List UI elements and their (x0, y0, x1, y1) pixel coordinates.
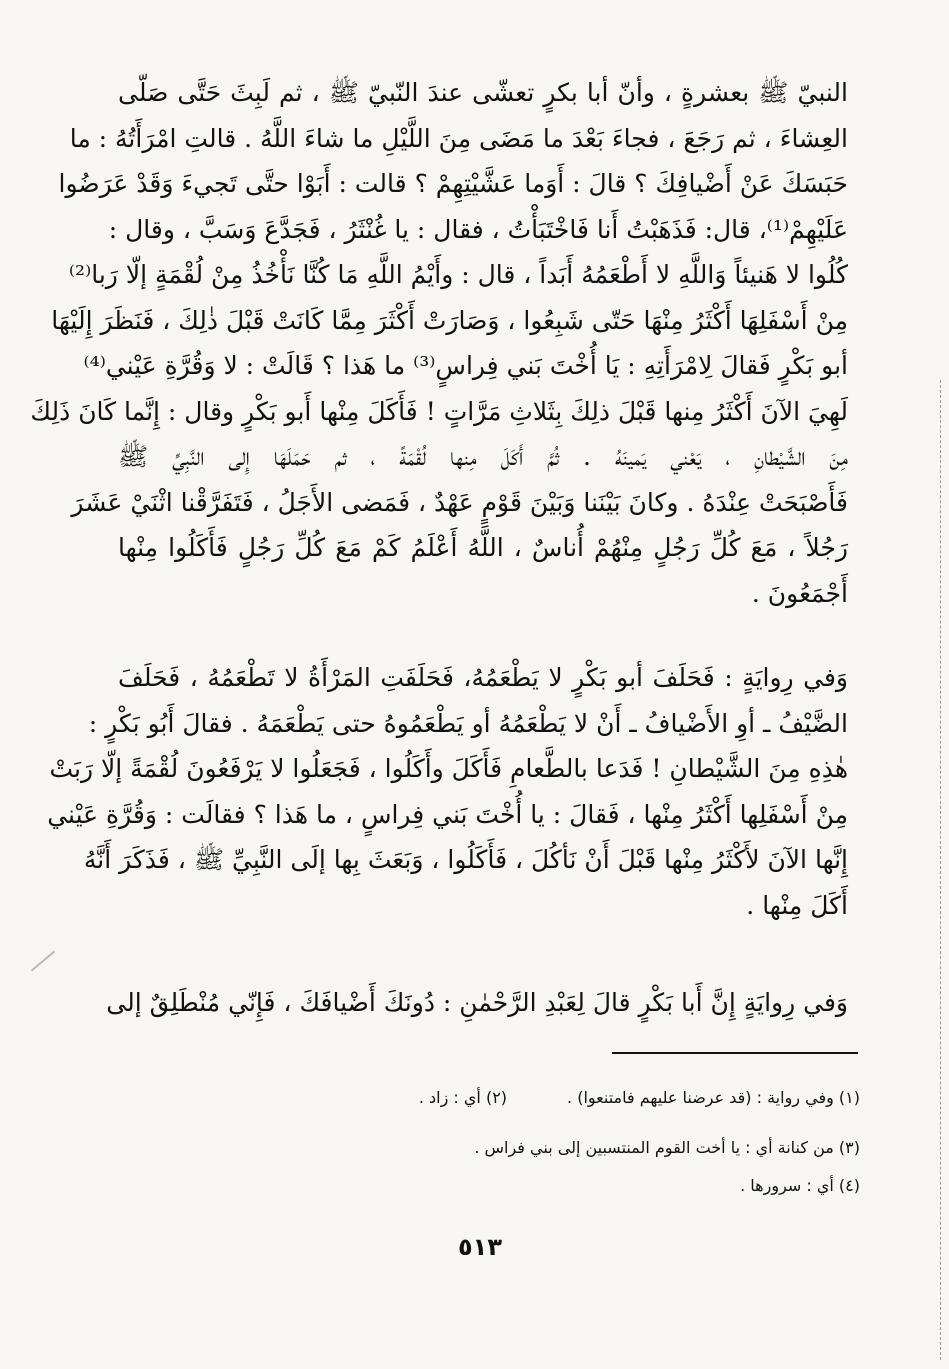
main-paragraph-3 (106, 980, 848, 1026)
text-line: إِنَّها الآنَ لأَكْثَرُ مِنْها قَبْلَ أَنْ نَأكُلَ ، فَأَكَلُوا ، وَبَعَثَ بِها إلَى النَّبِيِّ ﷺ ، فَذَكَرَ أَنَّهُ (83, 845, 848, 874)
text-line: عَلَيْهِمْ⁽¹⁾، قال: فَذَهَبْتُ أَنا فَاخْتَبَأْتُ ، فقال : يا غُنْثَرُ ، فَجَدَّعَ وَسَبَّ ، وقال : (108, 214, 848, 244)
main-paragraph-2 (47, 655, 848, 928)
text-line: وَفي رِوايَةٍ إِنَّ أَبا بَكْرٍ قالَ لِعَبْدِ الرَّحْمٰنِ : دُونَكَ أَضْيافَكَ ، فَإِنّي مُنْطَلِقٌ إلى (106, 988, 848, 1017)
text-line: مِنْ أَسْفَلِها أَكْثَرُ مِنْها ، فَقالَ : يا أُخْتَ بَني فِراسٍ ، ما هَذا ؟ فقالَت : وَقُرَّةِ عَيْني (47, 799, 848, 829)
text-line: هٰذِهِ مِنَ الشَّيْطانِ ! فَدَعا بالطَّعامِ فَأَكَلَ وأَكَلُوا ، فَجَعَلُوا لا يَرْفَعُونَ لُقْمَةً إلّا رَبَتْ (49, 754, 848, 783)
text-line: لَهِيَ الآنَ أَكْثَرُ مِنها قَبْلَ ذلِكَ بِثَلاثِ مَرَّاتٍ ! فَأَكَلَ مِنْها أَبو بَكْرٍ وقال : إِنَّما كَانَ ذَلِكَ (30, 396, 848, 426)
page-edge-mark (939, 380, 941, 1360)
text-line: مِنَ الشَّيْطانِ ، يَعْني يَمينَهُ . ثُمَّ أَكَلَ مِنها لُقْمَةً ، ثم حَمَلَهَا إِلى النَّبِيِّ ﷺ (118, 442, 848, 471)
text-line: فَأَصْبَحَتْ عِنْدَهُ . وكانَ بَيْنَنا وَبَيْنَ قَوْمٍ عَهْدٌ ، فَمَضى الأَجَلُ ، فَتَفَرَّقْنا اثْنَيْ عَشَرَ (71, 487, 848, 517)
text-line: العِشاءَ ، ثم رَجَعَ ، فجاءَ بَعْدَ ما مَضَى مِنَ اللَّيْلِ ما شاءَ اللَّهُ . قالتِ امْرَأَتُهُ : ما (69, 123, 848, 153)
scan-mark (31, 951, 55, 972)
text-line: رَجُلاً ، مَعَ كُلِّ رَجُلٍ مِنْهُمْ أُناسٌ ، اللَّهُ أَعْلَمُ كَمْ مَعَ كُلِّ رَجُلٍ فَأَكَلُوا مِنْها (118, 533, 848, 562)
text-line: أبو بَكْرٍ فَقالَ لِامْرَأَتِهِ : يَا أُخْتَ بَني فِراسٍ⁽³⁾ ما هَذا ؟ قَالَتْ : لا وَقُرَّةِ عَيْني⁽⁴⁾ (83, 351, 848, 380)
text-line: أَجْمَعُونَ . (751, 578, 848, 608)
text-line: أَكَلَ مِنْها . (746, 890, 848, 920)
text-line: الضَّيْفُ ـ أوِ الأَضْيافُ ـ أَنْ لا يَطْعَمُهُ أو يَطْعَمُوهُ حتى يَطْعَمَهُ . فقالَ أَبُو بَكْرٍ : (88, 708, 848, 738)
text-line: حَبَسَكَ عَنْ أَضْيافِكَ ؟ قالَ : أَوَما عَشَّيْتِهِمْ ؟ قالت : أَبَوْا حتَّى تَجيءَ وَقَدْ عَرَضُوا (58, 169, 848, 198)
text-line: كُلُوا لا هَنيئاً وَاللَّهِ لا أَطْعَمُهُ أَبَداً ، قال : وأَيْمُ اللَّهِ مَا كُنَّا نَأْخُذُ مِنْ لُقْمَةٍ إلّا رَبا⁽²⁾ (68, 260, 848, 289)
main-paragraph-1 (30, 70, 848, 616)
page-number: ٥١٣ (458, 1233, 502, 1261)
text-line: مِنْ أَسْفَلِهَا أَكْثَرُ مِنْهَا حَتّى شَبِعُوا ، وَصَارَتْ أَكْثَرَ مِمَّا كَانَتْ قَبْلَ ذٰلِكَ ، فَنَظَرَ إِلَيْهَا (51, 305, 848, 335)
footnote-1: (١) وفي رواية : (قد عرضنا عليهم فامتنعوا) . (567, 1088, 860, 1107)
footnote-separator (612, 1052, 858, 1054)
footnote-3: (٣) من كنانة أي : يا أخت القوم المنتسبين إلى بني فراس . (474, 1138, 860, 1157)
text-line: وَفي رِوايَةٍ : فَحَلَفَ أبو بَكْرٍ لا يَطْعَمُهُ، فَحَلَفَتِ المَرْأَةُ لا تَطْعَمُهُ ، فَحَلَفَ (118, 663, 848, 692)
text-line: النبيّ ﷺ بعشرةٍ ، وأنّ أبا بكرٍ تعشّى عندَ النّبيّ ﷺ ، ثم لَبِثَ حَتَّى صَلّى (118, 78, 848, 107)
footnote-4: (٤) أي : سرورها . (740, 1176, 860, 1195)
footnote-row (300, 1088, 860, 1107)
footnote-2: (٢) أي : زاد . (418, 1088, 508, 1107)
